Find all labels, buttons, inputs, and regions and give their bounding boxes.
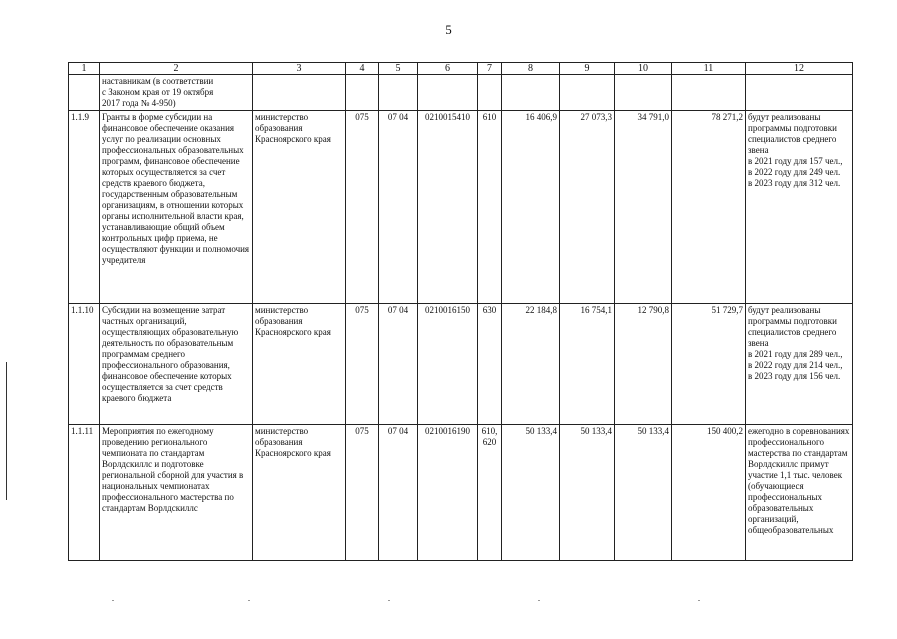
row-agency: министерство образования Красноярского края xyxy=(253,425,346,561)
margin-line xyxy=(6,362,7,500)
row-csr: 0210015410 xyxy=(418,111,478,304)
column-number: 12 xyxy=(746,63,853,75)
row-description: Гранты в форме субсидии на финансовое обеспечение оказания услуг по реализации основных профессиональных образовательных программ, финансовое обеспечение которых осуществляется за счет средств краевого бюджета, государственным образовательным организациям, в отношении которых органы исполнительной власти края, устанавливающие общий объем контрольных цифр приема, не осуществляют функции и полномочия учредителя xyxy=(100,111,253,304)
row-2021: 16 406,9 xyxy=(502,111,560,304)
table-row xyxy=(69,304,853,425)
scan-speck xyxy=(538,600,540,601)
row-agency: министерство образования Красноярского края xyxy=(253,111,346,304)
scan-speck xyxy=(112,600,114,601)
column-number: 10 xyxy=(615,63,672,75)
row-rzpr: 07 04 xyxy=(379,111,418,304)
row-id: 1.1.11 xyxy=(69,425,100,561)
budget-table xyxy=(68,62,853,561)
row-2023: 12 790,8 xyxy=(615,304,672,425)
row-csr: 0210016150 xyxy=(418,304,478,425)
row-2022: 27 073,3 xyxy=(560,111,615,304)
column-number: 9 xyxy=(560,63,615,75)
table-row xyxy=(69,425,853,561)
row-vr: 610, 620 xyxy=(478,425,502,561)
column-number: 4 xyxy=(346,63,379,75)
row-vr: 610 xyxy=(478,111,502,304)
row-2022: 50 133,4 xyxy=(560,425,615,561)
row-rzpr: 07 04 xyxy=(379,425,418,561)
column-number: 5 xyxy=(379,63,418,75)
scan-speck xyxy=(388,600,390,601)
row-total: 51 729,7 xyxy=(672,304,746,425)
row-csr: 0210016190 xyxy=(418,425,478,561)
row-result: будут реализованы программы подготовки специалистов среднего звена в 2021 году для 289 чел., в 2022 году для 214 чел., в 2023 году для 156 чел. xyxy=(746,304,853,425)
table-row xyxy=(69,111,853,304)
row-grbs: 075 xyxy=(346,425,379,561)
row-2021: 22 184,8 xyxy=(502,304,560,425)
row-2023: 50 133,4 xyxy=(615,425,672,561)
row-agency: министерство образования Красноярского края xyxy=(253,304,346,425)
scan-specks xyxy=(0,600,897,610)
row-id: 1.1.10 xyxy=(69,304,100,425)
row-description: Субсидии на возмещение затрат частных организаций, осуществляющих образовательную деятельность по образовательным программам среднего профессионального образования, финансовое обеспечение которых осуществляется за счет средств краевого бюджета xyxy=(100,304,253,425)
row-2023: 34 791,0 xyxy=(615,111,672,304)
scan-speck xyxy=(698,600,700,601)
table-row xyxy=(69,75,853,111)
row-total: 78 271,2 xyxy=(672,111,746,304)
column-number: 2 xyxy=(100,63,253,75)
row-2022: 16 754,1 xyxy=(560,304,615,425)
column-number-row xyxy=(69,63,853,75)
row-vr: 630 xyxy=(478,304,502,425)
column-number: 11 xyxy=(672,63,746,75)
column-number: 1 xyxy=(69,63,100,75)
column-number: 3 xyxy=(253,63,346,75)
column-number: 8 xyxy=(502,63,560,75)
page-number: 5 xyxy=(445,22,452,37)
row-description: Мероприятия по ежегодному проведению регионального чемпионата по стандартам Ворлдскиллс и подготовке региональной сборной для участия в национальных чемпионатах профессионального мастерства по стандартам Ворлдскиллс xyxy=(100,425,253,561)
row-description: наставникам (в соответствии с Законом края от 19 октября 2017 года № 4-950) xyxy=(100,75,253,111)
row-grbs: 075 xyxy=(346,304,379,425)
row-result: будут реализованы программы подготовки специалистов среднего звена в 2021 году для 157 чел., в 2022 году для 249 чел. в 2023 году для 312 чел. xyxy=(746,111,853,304)
row-result: ежегодно в соревнованиях профессионального мастерства по стандартам Ворлдскиллс примут участие 1,1 тыс. человек (обучающиеся профессиональных образовательных организаций, общеобразовательных xyxy=(746,425,853,561)
column-number: 7 xyxy=(478,63,502,75)
row-total: 150 400,2 xyxy=(672,425,746,561)
scan-speck xyxy=(248,600,250,601)
row-2021: 50 133,4 xyxy=(502,425,560,561)
row-rzpr: 07 04 xyxy=(379,304,418,425)
row-id: 1.1.9 xyxy=(69,111,100,304)
column-number: 6 xyxy=(418,63,478,75)
row-grbs: 075 xyxy=(346,111,379,304)
